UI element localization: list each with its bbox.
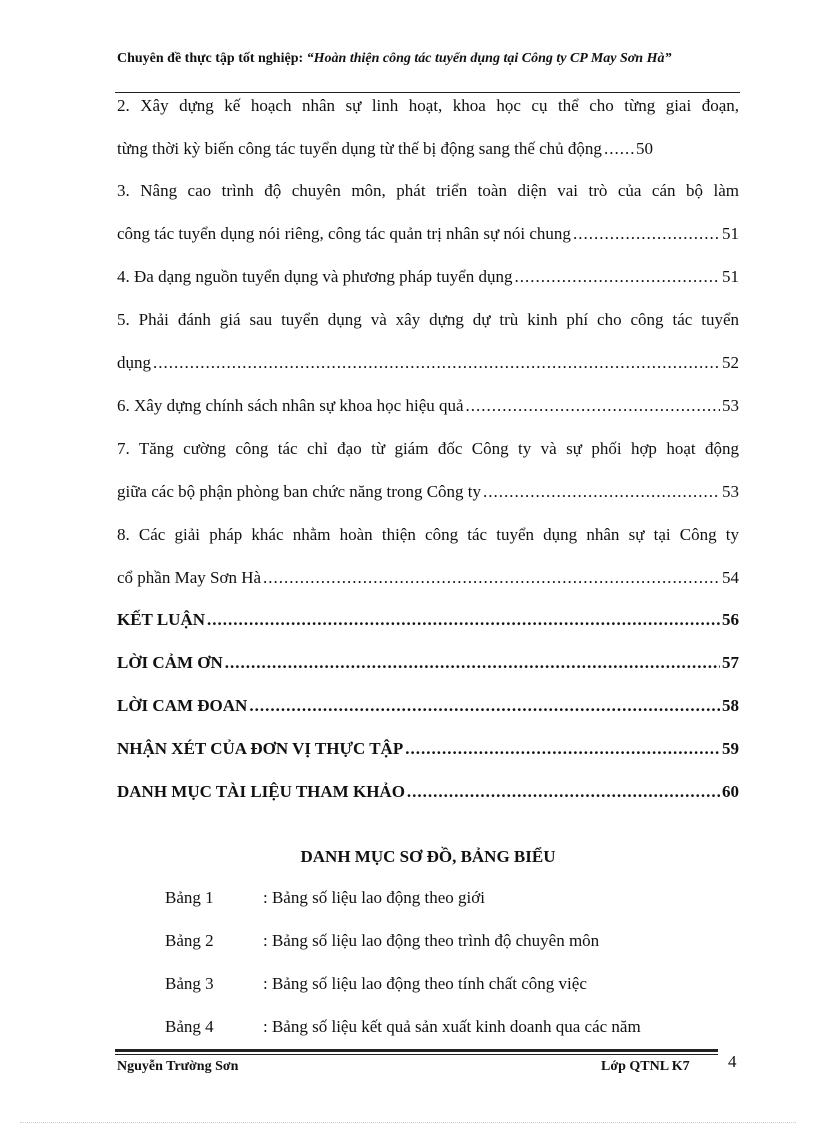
toc-entry-5-line2: dụng — [117, 353, 151, 372]
toc-conclusion-label: KẾT LUẬN — [117, 610, 206, 629]
toc-entry-3-page: 51 — [722, 224, 739, 243]
dot-leader — [225, 651, 720, 675]
toc-entry-8-page: 54 — [722, 568, 739, 587]
toc-entry-2-line2: từng thời kỳ biến công tác tuyển dụng từ thế bị động sang thế chủ động — [117, 139, 602, 158]
toc-thanks[interactable] — [117, 651, 739, 675]
toc-entry-2[interactable] — [117, 94, 739, 161]
dot-leader — [466, 394, 720, 418]
toc-thanks-page: 57 — [722, 653, 739, 672]
toc-entry-7-line2: giữa các bộ phận phòng ban chức năng trong Công ty — [117, 482, 482, 501]
toc-entry-5-page: 52 — [722, 353, 739, 372]
footer-divider-thick — [115, 1049, 718, 1052]
toc-entry-3-line1: 3. Nâng cao trình độ chuyên môn, phát triển toàn diện vai trò của cán bộ làm — [117, 181, 739, 200]
dot-leader — [483, 480, 720, 504]
toc-entry-3-line2: công tác tuyển dụng nói riêng, công tác quản trị nhân sự nói chung — [117, 224, 571, 243]
dot-leader — [514, 265, 720, 289]
toc-entry-2-line1: 2. Xây dựng kế hoạch nhân sự linh hoạt, khoa học cụ thể cho từng giai đoạn, — [117, 96, 739, 115]
dot-leader — [407, 780, 720, 804]
toc-entry-8-line1: 8. Các giải pháp khác nhằm hoàn thiện công tác tuyển dụng nhân sự tại Công ty — [117, 525, 739, 544]
dot-leader — [405, 737, 720, 761]
toc-conclusion-page: 56 — [722, 610, 739, 629]
dot-leader — [249, 694, 720, 718]
table-list-item-id: Bảng 3 — [165, 974, 214, 993]
dot-leader — [604, 137, 634, 161]
dot-leader — [573, 222, 720, 246]
table-list-item[interactable] — [165, 929, 599, 953]
toc-conclusion[interactable] — [117, 608, 739, 632]
toc-entry-4[interactable] — [117, 265, 739, 289]
toc-entry-3[interactable] — [117, 179, 739, 246]
dot-leader — [263, 566, 720, 590]
tables-list-title: DANH MỤC SƠ ĐỒ, BẢNG BIỂU — [300, 847, 556, 866]
toc-declaration[interactable] — [117, 694, 739, 718]
footer-author: Nguyễn Trường Sơn — [117, 1059, 239, 1074]
toc-entry-2-page: 50 — [635, 139, 653, 158]
toc-entry-5[interactable] — [117, 308, 739, 375]
dot-leader — [153, 351, 720, 375]
toc-entry-7-line1: 7. Tăng cường công tác chỉ đạo từ giám đốc Công ty và sự phối hợp hoạt động — [117, 439, 739, 458]
toc-declaration-page: 58 — [722, 696, 739, 715]
table-list-item[interactable] — [165, 1015, 641, 1039]
table-list-item-desc: : Bảng số liệu lao động theo trình độ chuyên môn — [263, 931, 600, 950]
toc-entry-6[interactable] — [117, 394, 739, 418]
table-list-item-desc: : Bảng số liệu lao động theo giới — [263, 888, 485, 907]
page-number: 4 — [728, 1052, 737, 1071]
toc-review-label: NHẬN XÉT CỦA ĐƠN VỊ THỰC TẬP — [117, 739, 404, 758]
table-list-item-id: Bảng 1 — [165, 888, 214, 907]
footer-divider-thin — [115, 1054, 718, 1055]
table-list-item-id: Bảng 4 — [165, 1017, 214, 1036]
toc-references[interactable] — [117, 780, 739, 804]
toc-references-page: 60 — [722, 782, 739, 801]
table-list-item-desc: : Bảng số liệu lao động theo tính chất công việc — [263, 974, 587, 993]
toc-review-page: 59 — [722, 739, 739, 758]
toc-entry-6-page: 53 — [722, 396, 739, 415]
toc-entry-5-line1: 5. Phải đánh giá sau tuyển dụng và xây dựng dự trù kinh phí cho công tác tuyển — [117, 310, 739, 329]
toc-entry-8-line2: cổ phần May Sơn Hà — [117, 568, 262, 587]
header-topic: “Hoàn thiện công tác tuyển dụng tại Công ty CP May Sơn Hà” — [306, 51, 672, 66]
footer-class: Lớp QTNL K7 — [601, 1059, 690, 1074]
table-list-item-id: Bảng 2 — [165, 931, 214, 950]
toc-entry-6-label: 6. Xây dựng chính sách nhân sự khoa học hiệu quả — [117, 396, 464, 415]
header-prefix: Chuyên đề thực tập tốt nghiệp: — [117, 51, 304, 66]
running-header — [117, 50, 739, 67]
toc-declaration-label: LỜI CAM ĐOAN — [117, 696, 248, 715]
toc-entry-8[interactable] — [117, 523, 739, 590]
header-divider — [115, 92, 740, 93]
toc-entry-4-label: 4. Đa dạng nguồn tuyển dụng và phương pháp tuyển dụng — [117, 267, 513, 286]
table-list-item[interactable] — [165, 972, 587, 996]
toc-entry-7[interactable] — [117, 437, 739, 504]
toc-references-label: DANH MỤC TÀI LIỆU THAM KHẢO — [117, 782, 405, 801]
toc-review[interactable] — [117, 737, 739, 761]
dot-leader — [207, 608, 720, 632]
toc-entry-7-page: 53 — [722, 482, 739, 501]
toc-thanks-label: LỜI CẢM ƠN — [117, 653, 223, 672]
table-list-item[interactable] — [165, 886, 485, 910]
table-list-item-desc: : Bảng số liệu kết quả sản xuất kinh doanh qua các năm — [263, 1017, 641, 1036]
toc-entry-4-page: 51 — [722, 267, 739, 286]
